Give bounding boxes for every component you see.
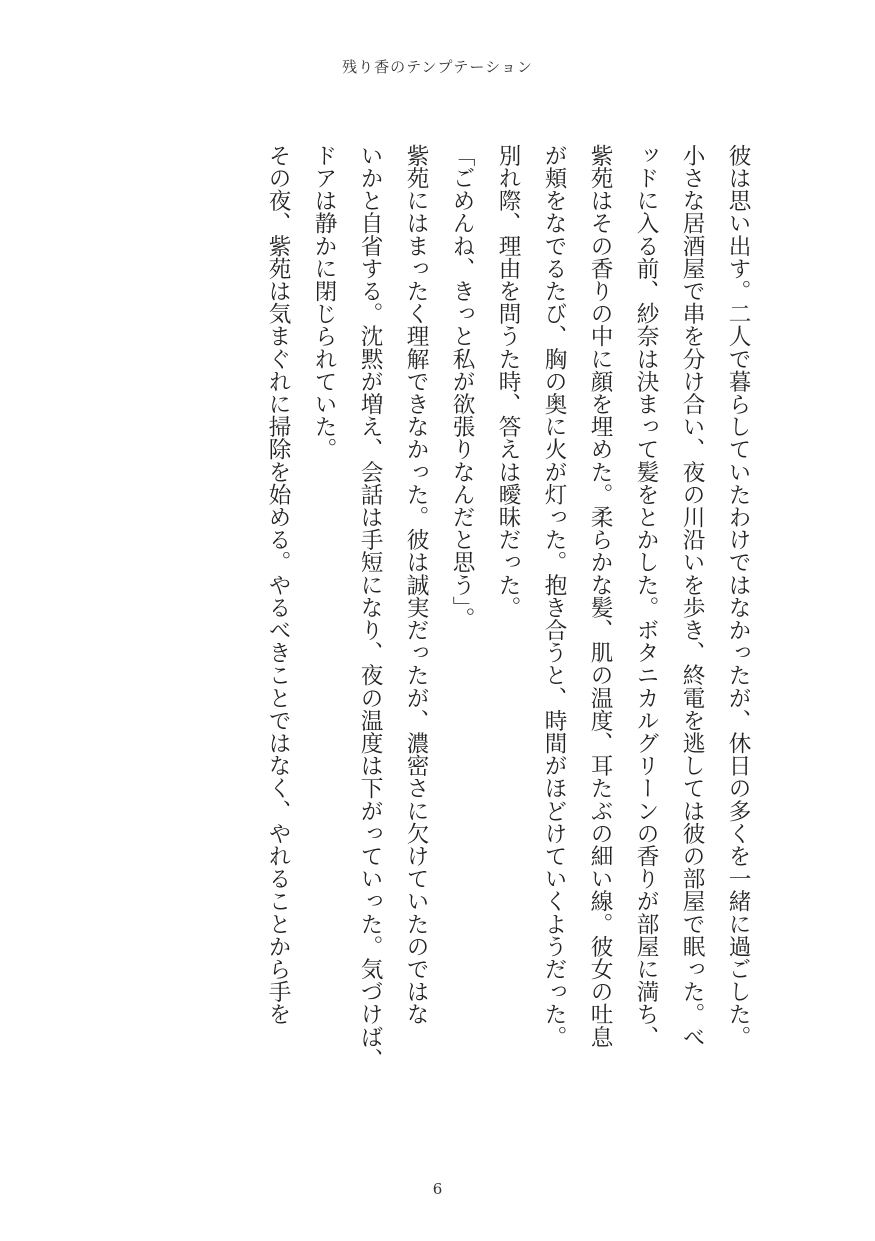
text-line: いかと自省する。沈黙が増え、会話は手短になり、夜の温度は下がっていった。気づけば、 xyxy=(357,144,383,1071)
text-line: 小さな居酒屋で串を分け合い、夜の川沿いを歩き、終電を逃しては彼の部屋で眠った。べ xyxy=(679,144,705,1048)
text-line: その夜、紫苑は気まぐれに掃除を始める。やるべきことではなく、やれることから手を xyxy=(265,144,291,1026)
text-line: ッドに入る前、紗奈は決まって髪をとかした。ボタニカルグリーンの香りが部屋に満ち、 xyxy=(633,144,659,1048)
text-line: が頬をなでるたび、胸の奥に火が灯った。抱き合うと、時間がほどけていくようだった。 xyxy=(541,144,567,1048)
vertical-text-body xyxy=(255,144,761,1071)
text-line: ドアは静かに閉じられていた。 xyxy=(311,144,337,461)
running-header-title: 残り香のテンプテーション xyxy=(342,58,533,76)
page-number: 6 xyxy=(432,1180,443,1198)
text-line: 別れ際、理由を問うた時、答えは曖昧だった。 xyxy=(495,144,521,619)
text-line: 「ごめんね、きっと私が欲張りなんだと思う」。 xyxy=(449,144,475,630)
text-line: 紫苑はその香りの中に顔を埋めた。柔らかな髪、肌の温度、耳たぶの細い線。彼女の吐息 xyxy=(587,144,613,1048)
text-line: 彼は思い出す。二人で暮らしていたわけではなかったが、休日の多くを一緒に過ごした。 xyxy=(725,144,751,1048)
text-line: 紫苑にはまったく理解できなかった。彼は誠実だったが、濃密さに欠けていたのではな xyxy=(403,144,429,1026)
